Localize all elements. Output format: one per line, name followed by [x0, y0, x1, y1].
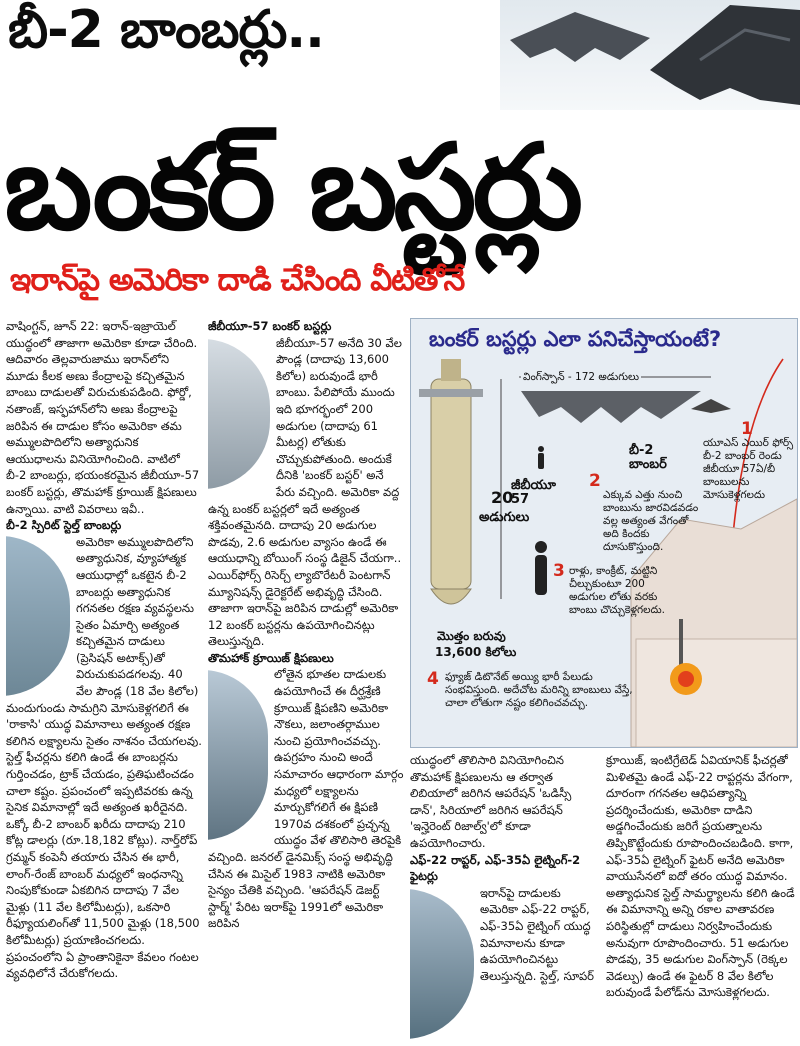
height-unit: అడుగులు	[479, 510, 530, 525]
step-number: 3	[553, 561, 565, 581]
gbu57-bomb-icon	[419, 359, 483, 604]
step-number: 4	[427, 669, 439, 689]
b2-small-icon	[691, 399, 731, 413]
article-column-1	[6, 318, 202, 1040]
subheadline: ఇరాన్‌పై అమెరికా దాడి చేసింది వీటితోనే	[10, 262, 465, 298]
top-title: బీ-2 బాంబర్లు..	[8, 0, 324, 60]
main-headline: బంకర్ బస్టర్లు	[4, 118, 580, 256]
article-paragraph: యుద్ధంలో తొలిసారి వినియోగించిన తొమహాక్ క్షిపణులను ఆ తర్వాత లిబియాలో జరిగిన ఆపరేషన్ 'ఒడిస్సీ డాన్', సిరియాలో జరిగిన ఆపరేషన్ 'ఇన్హెరెంట్ రిజాల్వ్'లో కూడా ఉపయోగించారు.	[410, 753, 572, 850]
concrete-block	[636, 639, 797, 747]
step-text: రాళ్లు, కాంక్రీట్, మట్టిని చీల్చుకుంటూ 200 అడుగుల లోతు వరకు బాంబు చొచ్చుకెళ్లగలదు.	[569, 565, 665, 616]
section-heading-tomahawk: తొమహాక్ క్రూయిజ్ క్షిపణులు	[208, 650, 334, 665]
weight-label: మొత్తం బరువు	[437, 629, 506, 643]
person-scale-icon	[535, 541, 547, 595]
b2-bomber-photo	[500, 0, 800, 110]
step-number: 1	[741, 419, 753, 439]
step-text: ఫ్యూజ్ డిటొనేట్ అయ్యి భారీ పేలుడు సంభవిస్తుంది. అదేచోట మరిన్ని బాంబులు వేస్తే, చాలా లోతుగా నష్టం కలిగించవచ్చు.	[445, 671, 633, 709]
article-column-3	[410, 752, 600, 1040]
infographic-title: బంకర్ బస్టర్లు ఎలా పనిచేస్తాయంటే?	[429, 327, 722, 351]
step-text: యూఎస్ ఎయిర్ ఫోర్స్ బీ-2 బాంబర్ రెండు జీబీయూ 57ఏ/బీ బాంబులను మోసుకెళ్లగలదు	[703, 437, 794, 501]
height-value: 20	[491, 488, 514, 507]
article-paragraph: ఇరాన్‌పై దాడులకు అమెరికా ఎఫ్-22 రాప్టర్, ఎఫ్-35ఏ లైట్నింగ్ యుద్ధ విమానాలను కూడా ఉపయోగించినట్టు తెలుస్తున్నది. స్టెల్త్, సూపర్	[480, 885, 594, 983]
article-paragraph: క్రూయిజ్, ఇంటిగ్రేటెడ్ ఏవియానిక్ ఫీచర్లతో మిళితమై ఉండే ఎఫ్-22 రాప్టర్లను వేగంగా, దూరంగా గగనతల ఆధిపత్యాన్ని ప్రదర్శించేందుకు, అమెరికా దాడిని అడ్డగించేందుకు జరిగే ప్రయత్నాలను తిప్పికొట్టేందుకు రూపొందించబడింది. కాగా, ఎఫ్-35ఏ లైట్నింగ్ ఫైటర్ అనేది అమెరికా వాయుసేనలో ఐదో తరం యుద్ధ విమానం. అత్యాధునిక స్టెల్త్ సామర్థ్యాలను కలిగి ఉండే ఈ విమానాన్ని అన్ని రకాల వాతావరణ పరిస్థితుల్లో దాడులు నిర్వహించేందుకు అనువుగా రూపొందించారు. 51 అడుగుల పొడవు, 35 అడుగుల వింగ్‌స్పాన్ (రెక్కల వెడల్పు) ఉండే ఈ ఫైటర్ 8 వేల కిలోల బరువుండే పేలోడ్‌ను మోసుకెళ్లగలదు.	[606, 753, 795, 1000]
article-paragraph: అమెరికా అమ్ములపొదిలోని అత్యాధునిక, వ్యూహాత్మక ఆయుధాల్లో ఒకటైన బీ-2 బాంబర్లు అత్యాధునిక గగనతల రక్షణ వ్యవస్థలను సైతం ఏమార్చి అత్యంత కచ్చితమైన దాడులు (ప్రెసిషన్ అటాక్స్)తో విరుచుకుపడగలవు. 40 వేల పౌండ్ల (18 వేల కిలోల) మందుగుండు సామగ్రిని మోసుకెళ్లగలిగే ఈ 'రాకాసి' యుద్ధ విమానాలు అత్యంత రక్షణ కలిగిన లక్ష్యాలను సైతం నాశనం చేయగలవు. స్టెల్త్ ఫీచర్లను కలిగి ఉండే ఈ బాంబర్లను గుర్తించడం, ట్రాక్ చేయడం, ప్రతిఘటించడం చాలా కష్టం. ప్రపంచంలో ఇప్పటివరకు ఉన్న సైనిక విమానాల్లో ఇదే అత్యంత ఖరీదైనది. ఒక్కో బీ-2 బాంబర్ ఖరీదు దాదాపు 210 కోట్ల డాలర్లు (రూ.18,182 కోట్లు). నార్త్‌రోప్ గ్రమ్మన్ కంపెనీ తయారు చేసిన ఈ భారీ, లాంగ్-రేంజ్ బాంబర్ మధ్యలో ఇంధనాన్ని నింపుకోకుండా ఏకబిగిన దాదాపు 7 వేల మైళ్లు (11 వేల కిలోమీటర్లు), ఒకసారి రీఫ్యూయలింగ్‌తో 11,500 మైళ్లు (18,500 కిలోమీటర్లు) ప్రయాణించగలదు. ప్రపంచంలోని ఏ ప్రాంతానికైనా కేవలం గంటల వ్యవధిలోనే చేరుకోగలదు.	[6, 534, 202, 981]
article-column-2	[208, 318, 404, 1040]
b2-label: బీ-2 బాంబర్	[629, 443, 667, 472]
infographic	[410, 318, 798, 748]
step-number: 2	[589, 471, 601, 491]
article-paragraph: వాషింగ్టన్, జూన్ 22: ఇరాన్-ఇజ్రాయెల్ యుద్ధంలో తాజాగా అమెరికా కూడా చేరింది. ఆదివారం తెల్లవారుజాము ఇరాన్‌లోని మూడు కీలక అణు కేంద్రాలపై కచ్చితమైన బాంబు దాడులతో విరుచుకుపడింది. ఫోర్డో, నతాంజ్, ఇస్ఫహాన్‌లోని అణు కేంద్రాలపై జరిపిన ఈ దాడుల కోసం అమెరికా తమ అమ్ములపొదిలోని అత్యాధునిక ఆయుధాలను వినియోగించింది. వాటిలో బీ-2 బాంబర్లు, భయంకరమైన జీబీయూ-57 బంకర్ బస్టర్లు, తొమహాక్ క్రూయిజ్ క్షిపణులు ఉన్నాయి. వాటి వివరాలు ఇవీ..	[6, 319, 200, 516]
small-person-icon	[538, 446, 544, 469]
weight-value: 13,600 కిలోలు	[435, 645, 517, 659]
step-text: ఎక్కువ ఎత్తు నుంచి బాంబును జారవిడవడం వల్ల అత్యంత వేగంతో అది కిందకు దూసుకొస్తుంది.	[603, 489, 699, 553]
wingspan-label: వింగ్‌స్పాన్ - 172 అడుగులు	[523, 371, 640, 383]
article-paragraph: జీబీయూ-57 అనేది 30 వేల పౌండ్ల (దాదాపు 13,600 కిలోల) బరువుండే భారీ బాంబు. పేలిపోయే ముందు ఇది భూగర్భంలో 200 అడుగుల (దాదాపు 61 మీటర్ల) లోతుకు చొచ్చుకుపోతుంది. అందుకే దీనికి 'బంకర్ బస్టర్' అనే పేరు వచ్చింది. అమెరికా వద్ద ఉన్న బంకర్ బస్టర్లలో ఇదే అత్యంత శక్తివంతమైనది. దాదాపు 20 అడుగుల పొడవు, 2.6 అడుగుల వ్యాసం ఉండే ఈ ఆయుధాన్ని బోయింగ్ సంస్థ డిజైన్ చేయగా.. ఎయిర్‌ఫోర్స్ రిసెర్చ్ ల్యాబొరేటరీ పెంటగాన్ మ్యూనిషన్స్ డైరెక్టరేట్ అభివృద్ధి చేసింది. తాజాగా ఇరాన్‌పై జరిపిన దాడుల్లో అమెరికా 12 బంకర్ బస్టర్లను ఉపయోగించినట్లు తెలుస్తున్నది.	[208, 335, 402, 649]
article-paragraph: లోతైన భూతల దాడులకు ఉపయోగించే ఈ దీర్ఘశ్రేణి క్రూయిజ్ క్షిపణిని అమెరికా నౌకలు, జలాంతర్గాముల నుంచి ప్రయోగించవచ్చు. ఉపగ్రహం నుంచి అందే సమాచారం ఆధారంగా మార్గం మధ్యలో లక్ష్యాలను మార్చుకోగలిగే ఈ క్షిపణి 1970వ దశకంలో ప్రచ్ఛన్న యుద్ధం వేళ తొలిసారి తెరపైకి వచ్చింది. జనరల్ డైనమిక్స్ సంస్థ అభివృద్ధి చేసిన ఈ మిసైల్ 1983 నాటికి అమెరికా సైన్యం చేతికి వచ్చింది. 'ఆపరేషన్ డెజర్ట్ స్టార్మ్' పేరిట ఇరాక్‌పై 1991లో అమెరికా జరిపిన	[208, 667, 404, 931]
gbu57-label: జీబీయూ 57	[511, 478, 556, 507]
section-heading-gbu57: జీబీయూ-57 బంకర్ బస్టర్లు	[208, 319, 332, 333]
article-column-4	[606, 752, 796, 1040]
section-heading-b2: బీ-2 స్పిరిట్ స్టెల్త్ బాంబర్లు	[6, 518, 122, 533]
section-heading-f22: ఎఫ్-22 రాప్టర్, ఎఫ్-35ఏ లైట్నింగ్-2 ఫైటర్లు	[410, 852, 581, 884]
b2-silhouette-icon	[521, 391, 701, 423]
